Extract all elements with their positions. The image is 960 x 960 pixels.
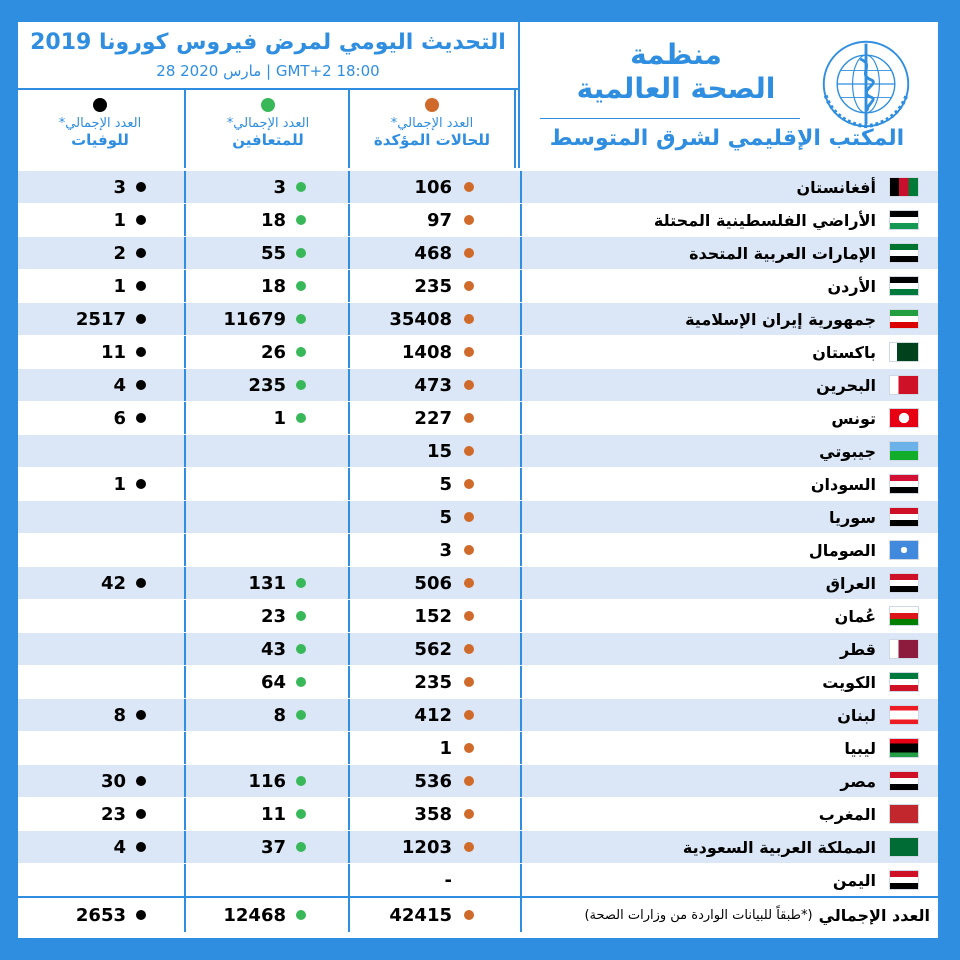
confirmed-cell	[348, 732, 520, 764]
recovered-cell	[184, 534, 348, 566]
table-row	[18, 764, 938, 797]
deaths-value: 11	[100, 341, 126, 363]
recovered-value: 18	[260, 275, 286, 297]
deaths-dot	[136, 182, 146, 192]
confirmed-dot	[464, 413, 474, 423]
data-table	[18, 170, 938, 932]
recovered-cell	[184, 237, 348, 269]
deaths-cell	[18, 171, 184, 203]
confirmed-cell	[348, 633, 520, 665]
country-name: لبنان	[837, 705, 876, 725]
country-cell	[520, 765, 938, 797]
title-box	[18, 22, 518, 90]
table-row	[18, 269, 938, 302]
deaths-value: 42	[100, 572, 126, 594]
deaths-value: 4	[113, 374, 126, 396]
column-header-deaths	[18, 90, 182, 168]
total-deaths-value: 2653	[75, 904, 126, 926]
deaths-dot	[136, 809, 146, 819]
recovered-value: 23	[260, 605, 286, 627]
table-row	[18, 170, 938, 203]
deaths-cell	[18, 468, 184, 500]
confirmed-dot	[464, 545, 474, 555]
recovered-cell	[184, 798, 348, 830]
country-cell	[520, 600, 938, 632]
country-name: سوريا	[829, 507, 876, 527]
country-cell	[520, 171, 938, 203]
confirmed-cell	[348, 435, 520, 467]
confirmed-cell	[348, 798, 520, 830]
deaths-dot	[136, 842, 146, 852]
deaths-value: 3	[113, 176, 126, 198]
confirmed-cell	[348, 171, 520, 203]
table-row	[18, 632, 938, 665]
deaths-header-line1: العدد الإجمالي*	[58, 116, 142, 131]
confirmed-value: 15	[426, 440, 452, 462]
country-cell	[520, 732, 938, 764]
confirmed-dot	[464, 248, 474, 258]
deaths-header-line2: للوفيات	[71, 131, 129, 149]
table-row	[18, 599, 938, 632]
recovered-cell	[184, 468, 348, 500]
country-name: مصر	[840, 771, 876, 791]
deaths-dot	[136, 413, 146, 423]
deaths-dot	[136, 347, 146, 357]
uae-flag-icon	[890, 244, 918, 262]
recovered-cell	[184, 303, 348, 335]
bahrain-flag-icon	[890, 376, 918, 394]
country-cell	[520, 567, 938, 599]
country-name: جمهورية إيران الإسلامية	[685, 309, 876, 329]
recovered-dot	[296, 842, 306, 852]
deaths-value: 2	[113, 242, 126, 264]
who-emblem-icon	[818, 36, 914, 132]
country-name: الإمارات العربية المتحدة	[689, 243, 876, 263]
recovered-value: 37	[260, 836, 286, 858]
country-name: عُمان	[834, 606, 876, 626]
confirmed-value: 106	[414, 176, 452, 198]
update-timestamp: 28 مارس 2020 | GMT+2 18:00	[156, 62, 380, 80]
table-row	[18, 401, 938, 434]
table-row	[18, 830, 938, 863]
recovered-value: 8	[273, 704, 286, 726]
confirmed-cell	[348, 336, 520, 368]
confirmed-cell	[348, 468, 520, 500]
country-cell	[520, 369, 938, 401]
recovered-dot	[296, 248, 306, 258]
confirmed-dot	[464, 578, 474, 588]
deaths-cell	[18, 666, 184, 698]
recovered-cell	[184, 831, 348, 863]
deaths-cell	[18, 633, 184, 665]
recovered-cell	[184, 864, 348, 896]
deaths-dot	[136, 215, 146, 225]
confirmed-value: 412	[414, 704, 452, 726]
deaths-dot	[136, 314, 146, 324]
confirmed-cell	[348, 501, 520, 533]
deaths-cell	[18, 204, 184, 236]
recovered-value: 116	[248, 770, 286, 792]
recovered-dot	[296, 677, 306, 687]
confirmed-value: 1203	[401, 836, 452, 858]
table-row	[18, 434, 938, 467]
confirmed-cell	[348, 831, 520, 863]
recovered-dot	[296, 809, 306, 819]
kuwait-flag-icon	[890, 673, 918, 691]
recovered-value: 64	[260, 671, 286, 693]
recovered-cell	[184, 567, 348, 599]
total-label-cell	[520, 898, 938, 932]
confirmed-value: 97	[426, 209, 452, 231]
recovered-value: 55	[260, 242, 286, 264]
deaths-cell	[18, 831, 184, 863]
deaths-cell	[18, 270, 184, 302]
sudan-flag-icon	[890, 475, 918, 493]
country-cell	[520, 402, 938, 434]
confirmed-cell	[348, 864, 520, 896]
confirmed-value: 5	[439, 473, 452, 495]
who-logo-box	[518, 22, 938, 168]
recovered-dot	[296, 314, 306, 324]
table-row	[18, 335, 938, 368]
country-name: المملكة العربية السعودية	[682, 837, 876, 857]
confirmed-cell	[348, 237, 520, 269]
qatar-flag-icon	[890, 640, 918, 658]
confirmed-cell	[348, 303, 520, 335]
recovered-value: 235	[248, 374, 286, 396]
recovered-header-line1: العدد الإجمالي*	[226, 116, 310, 131]
confirmed-value: 1408	[401, 341, 452, 363]
regional-office-name: المكتب الإقليمي لشرق المتوسط	[549, 126, 905, 151]
confirmed-value: 468	[414, 242, 452, 264]
country-cell	[520, 237, 938, 269]
table-row	[18, 698, 938, 731]
deaths-cell	[18, 435, 184, 467]
confirmed-cell	[348, 699, 520, 731]
recovered-cell	[184, 270, 348, 302]
recovered-cell	[184, 204, 348, 236]
table-row	[18, 665, 938, 698]
libya-flag-icon	[890, 739, 918, 757]
total-recovered-value: 12468	[223, 904, 286, 926]
total-recovered-dot	[296, 910, 306, 920]
jordan-flag-icon	[890, 277, 918, 295]
confirmed-value: 35408	[389, 308, 452, 330]
confirmed-cell	[348, 600, 520, 632]
confirmed-dot	[464, 677, 474, 687]
table-row	[18, 797, 938, 830]
country-cell	[520, 303, 938, 335]
country-name: باكستان	[812, 342, 876, 362]
djibouti-flag-icon	[890, 442, 918, 460]
confirmed-dot	[464, 479, 474, 489]
table-row	[18, 731, 938, 764]
confirmed-header-line2: للحالات المؤكدة	[373, 131, 491, 149]
deaths-cell	[18, 864, 184, 896]
recovered-cell	[184, 633, 348, 665]
deaths-value: 2517	[75, 308, 126, 330]
deaths-dot	[136, 776, 146, 786]
iran-flag-icon	[890, 310, 918, 328]
deaths-cell	[18, 732, 184, 764]
table-row	[18, 302, 938, 335]
country-cell	[520, 633, 938, 665]
egypt-flag-icon	[890, 772, 918, 790]
confirmed-cell	[348, 402, 520, 434]
deaths-value: 8	[113, 704, 126, 726]
country-name: أفغانستان	[796, 177, 876, 197]
saudi-flag-icon	[890, 838, 918, 856]
confirmed-cell	[348, 567, 520, 599]
table-row	[18, 566, 938, 599]
org-name-line2: الصحة العالمية	[576, 72, 776, 105]
tunisia-flag-icon	[890, 409, 918, 427]
lebanon-flag-icon	[890, 706, 918, 724]
country-cell	[520, 336, 938, 368]
confirmed-value: 235	[414, 671, 452, 693]
who-org-name	[546, 38, 806, 106]
deaths-cell	[18, 699, 184, 731]
country-name: المغرب	[818, 804, 876, 824]
country-name: الكويت	[822, 672, 876, 692]
recovered-cell	[184, 666, 348, 698]
recovered-cell	[184, 369, 348, 401]
recovered-cell	[184, 699, 348, 731]
column-header-confirmed	[348, 90, 516, 168]
country-cell	[520, 204, 938, 236]
country-cell	[520, 831, 938, 863]
logo-divider	[540, 118, 800, 119]
recovered-cell	[184, 171, 348, 203]
country-cell	[520, 501, 938, 533]
palestine-flag-icon	[890, 211, 918, 229]
deaths-dot	[136, 710, 146, 720]
source-note: (*طبقاً للبيانات الواردة من وزارات الصحة)	[584, 907, 813, 923]
confirmed-value: 1	[439, 737, 452, 759]
total-row	[18, 896, 938, 932]
table-row	[18, 203, 938, 236]
somalia-flag-icon	[890, 541, 918, 559]
confirmed-dot	[464, 611, 474, 621]
country-name: الأراضي الفلسطينية المحتلة	[653, 210, 876, 230]
deaths-cell	[18, 600, 184, 632]
total-confirmed-value: 42415	[389, 904, 452, 926]
confirmed-value: 235	[414, 275, 452, 297]
confirmed-cell	[348, 270, 520, 302]
header	[18, 22, 938, 168]
recovered-dot	[296, 182, 306, 192]
country-cell	[520, 468, 938, 500]
deaths-cell	[18, 501, 184, 533]
table-row	[18, 533, 938, 566]
recovered-legend-dot	[261, 98, 275, 112]
recovered-value: 26	[260, 341, 286, 363]
syria-flag-icon	[890, 508, 918, 526]
deaths-cell	[18, 567, 184, 599]
recovered-dot	[296, 644, 306, 654]
deaths-legend-dot	[93, 98, 107, 112]
deaths-cell	[18, 798, 184, 830]
recovered-value: 43	[260, 638, 286, 660]
country-name: العراق	[825, 573, 876, 593]
deaths-cell	[18, 765, 184, 797]
confirmed-legend-dot	[425, 98, 439, 112]
confirmed-value: 506	[414, 572, 452, 594]
oman-flag-icon	[890, 607, 918, 625]
confirmed-dot	[464, 842, 474, 852]
recovered-value: 131	[248, 572, 286, 594]
org-name-line1: منظمة	[630, 38, 722, 71]
confirmed-dot	[464, 314, 474, 324]
total-confirmed-dot	[464, 910, 474, 920]
confirmed-dot	[464, 215, 474, 225]
page-title: التحديث اليومي لمرض فيروس كورونا 2019	[30, 30, 506, 55]
country-name: جيبوتي	[819, 441, 876, 461]
deaths-value: 1	[113, 473, 126, 495]
recovered-value: 11679	[223, 308, 286, 330]
country-name: قطر	[839, 639, 876, 659]
country-cell	[520, 435, 938, 467]
recovered-dot	[296, 215, 306, 225]
country-name: البحرين	[816, 375, 876, 395]
confirmed-dot	[464, 182, 474, 192]
country-name: ليبيا	[844, 738, 876, 758]
deaths-cell	[18, 336, 184, 368]
country-name: الأردن	[827, 276, 876, 296]
confirmed-value: 473	[414, 374, 452, 396]
confirmed-value: 5	[439, 506, 452, 528]
yemen-flag-icon	[890, 871, 918, 889]
deaths-cell	[18, 369, 184, 401]
recovered-dot	[296, 710, 306, 720]
country-cell	[520, 666, 938, 698]
confirmed-cell	[348, 765, 520, 797]
deaths-value: 4	[113, 836, 126, 858]
column-header-recovered	[184, 90, 350, 168]
confirmed-dot	[464, 347, 474, 357]
confirmed-dot	[464, 380, 474, 390]
deaths-dot	[136, 248, 146, 258]
confirmed-dot	[464, 512, 474, 522]
recovered-dot	[296, 380, 306, 390]
recovered-dot	[296, 611, 306, 621]
confirmed-dot	[464, 446, 474, 456]
deaths-value: 30	[100, 770, 126, 792]
country-cell	[520, 798, 938, 830]
recovered-dot	[296, 281, 306, 291]
recovered-cell	[184, 600, 348, 632]
recovered-header-line2: للمتعافين	[232, 131, 304, 149]
country-name: السودان	[810, 474, 876, 494]
table-row	[18, 500, 938, 533]
confirmed-dot	[464, 644, 474, 654]
recovered-value: 11	[260, 803, 286, 825]
recovered-value: 1	[273, 407, 286, 429]
country-cell	[520, 864, 938, 896]
country-cell	[520, 699, 938, 731]
deaths-cell	[18, 402, 184, 434]
recovered-cell	[184, 336, 348, 368]
confirmed-dot	[464, 710, 474, 720]
confirmed-cell	[348, 666, 520, 698]
confirmed-value: 3	[439, 539, 452, 561]
recovered-cell	[184, 765, 348, 797]
pakistan-flag-icon	[890, 343, 918, 361]
confirmed-value: 358	[414, 803, 452, 825]
recovered-value: 3	[273, 176, 286, 198]
confirmed-value: -	[444, 869, 452, 891]
confirmed-dot	[464, 776, 474, 786]
confirmed-dot	[464, 809, 474, 819]
deaths-dot	[136, 578, 146, 588]
country-cell	[520, 534, 938, 566]
recovered-value: 18	[260, 209, 286, 231]
table-row	[18, 467, 938, 500]
total-confirmed-cell	[348, 898, 520, 932]
afghanistan-flag-icon	[890, 178, 918, 196]
confirmed-header-line1: العدد الإجمالي*	[390, 116, 474, 131]
country-name: الصومال	[808, 540, 876, 560]
deaths-cell	[18, 303, 184, 335]
deaths-dot	[136, 479, 146, 489]
total-deaths-cell	[18, 898, 184, 932]
confirmed-value: 536	[414, 770, 452, 792]
iraq-flag-icon	[890, 574, 918, 592]
confirmed-value: 562	[414, 638, 452, 660]
recovered-cell	[184, 732, 348, 764]
total-deaths-dot	[136, 910, 146, 920]
deaths-value: 1	[113, 275, 126, 297]
country-name: تونس	[831, 408, 876, 428]
recovered-dot	[296, 347, 306, 357]
total-recovered-cell	[184, 898, 348, 932]
confirmed-value: 152	[414, 605, 452, 627]
recovered-dot	[296, 776, 306, 786]
confirmed-dot	[464, 743, 474, 753]
confirmed-cell	[348, 204, 520, 236]
confirmed-cell	[348, 369, 520, 401]
recovered-cell	[184, 402, 348, 434]
recovered-cell	[184, 435, 348, 467]
deaths-cell	[18, 237, 184, 269]
deaths-value: 6	[113, 407, 126, 429]
country-name: اليمن	[832, 870, 876, 890]
confirmed-value: 227	[414, 407, 452, 429]
table-row	[18, 236, 938, 269]
infographic-frame	[18, 22, 938, 938]
morocco-flag-icon	[890, 805, 918, 823]
confirmed-cell	[348, 534, 520, 566]
deaths-dot	[136, 281, 146, 291]
recovered-cell	[184, 501, 348, 533]
deaths-cell	[18, 534, 184, 566]
recovered-dot	[296, 578, 306, 588]
table-row	[18, 368, 938, 401]
confirmed-dot	[464, 281, 474, 291]
total-label: العدد الإجمالي	[818, 905, 930, 925]
table-row	[18, 863, 938, 896]
recovered-dot	[296, 413, 306, 423]
deaths-value: 1	[113, 209, 126, 231]
deaths-dot	[136, 380, 146, 390]
deaths-value: 23	[100, 803, 126, 825]
country-cell	[520, 270, 938, 302]
